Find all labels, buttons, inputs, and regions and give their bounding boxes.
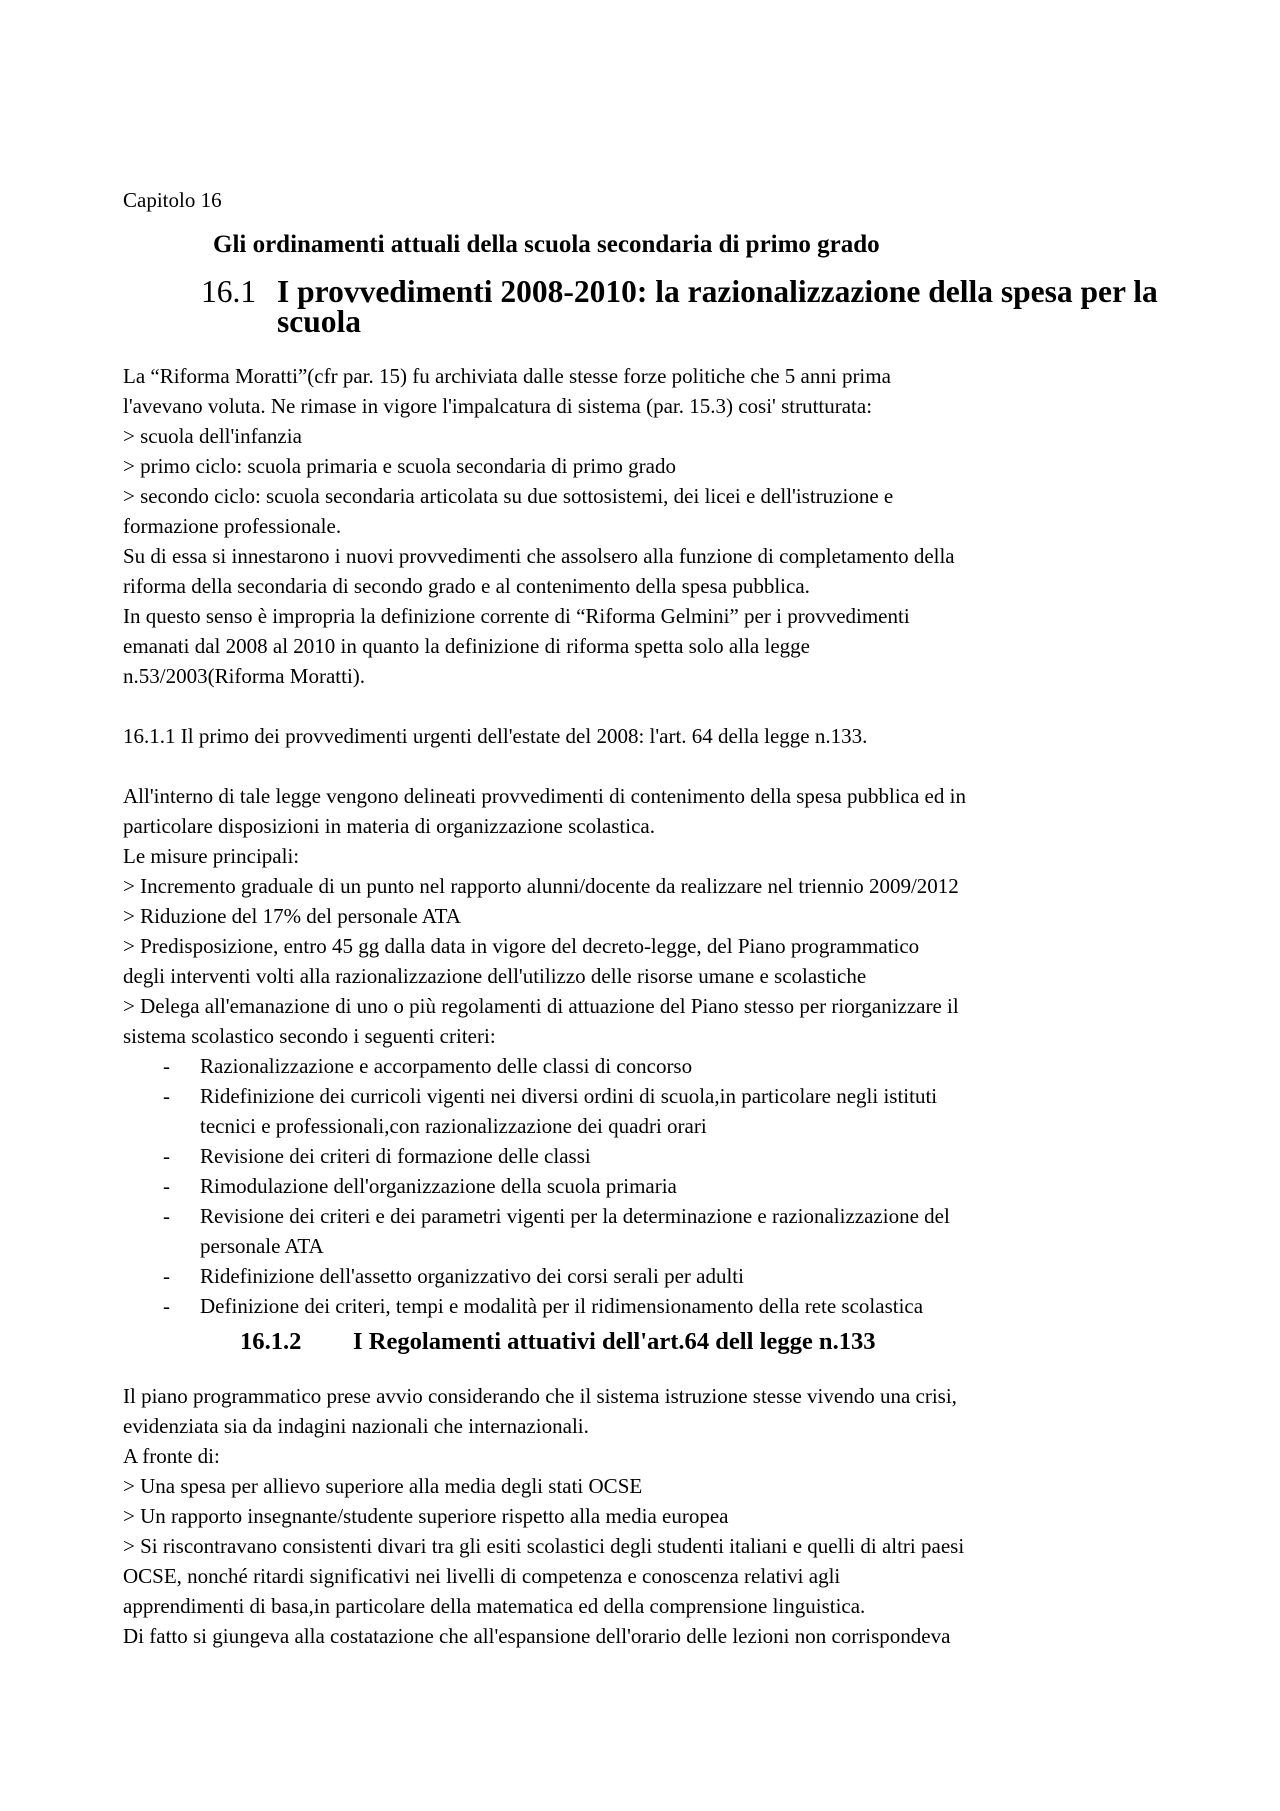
text-line: l'avevano voluta. Ne rimase in vigore l'impalcatura di sistema (par. 15.3) cosi' strutturata: xyxy=(123,394,873,418)
chapter-label: Capitolo 16 xyxy=(123,188,222,212)
list-item-text: Ridefinizione dell'assetto organizzativo dei corsi serali per adulti xyxy=(200,1264,744,1288)
list-item-text: personale ATA xyxy=(200,1234,324,1258)
criteria-list xyxy=(123,1051,1173,1321)
text-line: particolare disposizioni in materia di organizzazione scolastica. xyxy=(123,814,655,838)
paragraph-block-measures xyxy=(123,781,1173,1051)
dash-bullet: - xyxy=(163,1084,170,1108)
dash-bullet: - xyxy=(163,1204,170,1228)
list-item-text: Rimodulazione dell'organizzazione della scuola primaria xyxy=(200,1174,677,1198)
text-line: > scuola dell'infanzia xyxy=(123,424,302,448)
text-line: Le misure principali: xyxy=(123,844,300,868)
dash-bullet: - xyxy=(163,1054,170,1078)
spacer xyxy=(123,337,1173,361)
text-line: apprendimenti di basa,in particolare della matematica ed della comprensione linguistica. xyxy=(123,1594,866,1618)
paragraph-block-programme xyxy=(123,1381,1173,1651)
text-line: emanati dal 2008 al 2010 in quanto la definizione di riforma spetta solo alla legge xyxy=(123,634,810,658)
list-item xyxy=(123,1201,1173,1261)
text-line: In questo senso è impropria la definizione corrente di “Riforma Gelmini” per i provvedimenti xyxy=(123,604,910,628)
text-line: > Riduzione del 17% del personale ATA xyxy=(123,904,461,928)
list-item-text: Ridefinizione dei curricoli vigenti nei diversi ordini di scuola,in particolare negli istituti xyxy=(200,1084,938,1108)
spacer xyxy=(123,691,1173,721)
text-line: > Predisposizione, entro 45 gg dalla data in vigore del decreto-legge, del Piano programmatico xyxy=(123,934,920,958)
list-item xyxy=(123,1171,1173,1201)
subsection-heading-16-1-1: 16.1.1 Il primo dei provvedimenti urgenti dell'estate del 2008: l'art. 64 della legge n.133. xyxy=(123,724,868,748)
text-line: Di fatto si giungeva alla costatazione che all'espansione dell'orario delle lezioni non corrispondeva xyxy=(123,1624,951,1648)
text-line: riforma della secondaria di secondo grado e al contenimento della spesa pubblica. xyxy=(123,574,810,598)
document-page xyxy=(123,185,1173,1651)
list-item xyxy=(123,1291,1173,1321)
spacer xyxy=(123,751,1173,781)
text-line: > Si riscontravano consistenti divari tra gli esiti scolastici degli studenti italiani e quelli di altri paesi xyxy=(123,1534,965,1558)
section-number: 16.1 xyxy=(201,274,257,309)
subsection-number: 16.1.2 xyxy=(240,1328,302,1355)
list-item-text: Definizione dei criteri, tempi e modalità per il ridimensionamento della rete scolastica xyxy=(200,1294,924,1318)
text-line: All'interno di tale legge vengono delineati provvedimenti di contenimento della spesa pubblica ed in xyxy=(123,784,966,808)
list-item xyxy=(123,1051,1173,1081)
section-title: I provvedimenti 2008-2010: la razionalizzazione della spesa per la scuola xyxy=(277,274,1158,339)
subsection-heading-16-1-2 xyxy=(123,1327,1173,1357)
text-line: OCSE, nonché ritardi significativi nei livelli di competenza e conoscenza relativi agli xyxy=(123,1564,841,1588)
subsection-title: I Regolamenti attuativi dell'art.64 dell legge n.133 xyxy=(353,1328,876,1355)
text-line: degli interventi volti alla razionalizzazione dell'utilizzo delle risorse umane e scolastiche xyxy=(123,964,867,988)
spacer xyxy=(123,1357,1173,1381)
text-line: > Un rapporto insegnante/studente superiore rispetto alla media europea xyxy=(123,1504,729,1528)
text-line: > secondo ciclo: scuola secondaria articolata su due sottosistemi, dei licei e dell'istruzione e xyxy=(123,484,894,508)
paragraph-block-intro xyxy=(123,361,1173,691)
list-item xyxy=(123,1141,1173,1171)
dash-bullet: - xyxy=(163,1264,170,1288)
text-line: formazione professionale. xyxy=(123,514,342,538)
page-title: Gli ordinamenti attuali della scuola secondaria di primo grado xyxy=(213,231,880,258)
text-line: Su di essa si innestarono i nuovi provvedimenti che assolsero alla funzione di completamento della xyxy=(123,544,955,568)
text-line: A fronte di: xyxy=(123,1444,220,1468)
list-item-text: tecnici e professionali,con razionalizzazione dei quadri orari xyxy=(200,1114,707,1138)
text-line: n.53/2003(Riforma Moratti). xyxy=(123,664,366,688)
list-item xyxy=(123,1261,1173,1291)
text-line: evidenziata sia da indagini nazionali che internazionali. xyxy=(123,1414,589,1438)
text-line: > Incremento graduale di un punto nel rapporto alunni/docente da realizzare nel triennio 2009/2012 xyxy=(123,874,959,898)
dash-bullet: - xyxy=(163,1144,170,1168)
list-item xyxy=(123,1081,1173,1141)
text-line: sistema scolastico secondo i seguenti criteri: xyxy=(123,1024,496,1048)
list-item-text: Revisione dei criteri di formazione delle classi xyxy=(200,1144,591,1168)
text-line: > primo ciclo: scuola primaria e scuola secondaria di primo grado xyxy=(123,454,676,478)
text-line: Il piano programmatico prese avvio considerando che il sistema istruzione stesse vivendo una crisi, xyxy=(123,1384,957,1408)
dash-bullet: - xyxy=(163,1294,170,1318)
list-item-text: Revisione dei criteri e dei parametri vigenti per la determinazione e razionalizzazione del xyxy=(200,1204,950,1228)
list-item-text: Razionalizzazione e accorpamento delle classi di concorso xyxy=(200,1054,693,1078)
text-line: > Una spesa per allievo superiore alla media degli stati OCSE xyxy=(123,1474,643,1498)
text-line: La “Riforma Moratti”(cfr par. 15) fu archiviata dalle stesse forze politiche che 5 anni prima xyxy=(123,364,891,388)
dash-bullet: - xyxy=(163,1174,170,1198)
section-heading-16-1 xyxy=(123,274,1173,339)
text-line: > Delega all'emanazione di uno o più regolamenti di attuazione del Piano stesso per riorganizzare il xyxy=(123,994,959,1018)
